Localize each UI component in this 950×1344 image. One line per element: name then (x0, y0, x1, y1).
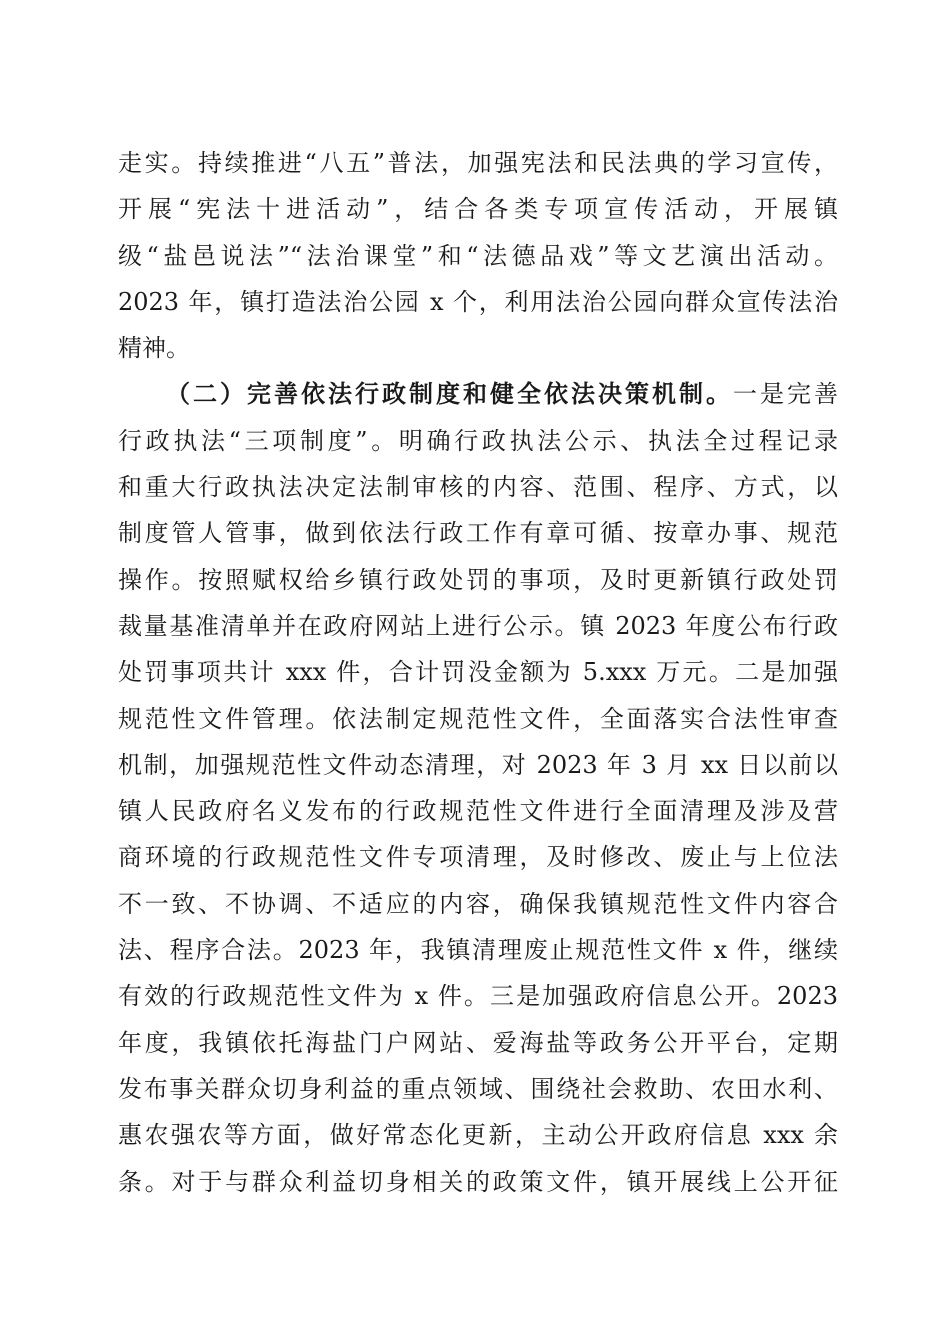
text-line: 年度，我镇依托海盐门户网站、爱海盐等政务公开平台，定期 (118, 1028, 838, 1057)
text-line: 操作。按照赋权给乡镇行政处罚的事项，及时更新镇行政处罚 (118, 565, 838, 594)
text-line: 发布事关群众切身利益的重点领域、围绕社会救助、农田水利、 (118, 1074, 838, 1103)
text-line: 裁量基准清单并在政府网站上进行公示。镇 2023 年度公布行政 (118, 611, 838, 640)
text-line: 条。对于与群众利益切身相关的政策文件，镇开展线上公开征 (118, 1167, 838, 1196)
text-line: 制度管人管事，做到依法行政工作有章可循、按章办事、规范 (118, 519, 838, 548)
text-line: 处罚事项共计 xxx 件，合计罚没金额为 5.xxx 万元。二是加强 (118, 658, 838, 687)
text-line: 有效的行政规范性文件为 x 件。三是加强政府信息公开。2023 (118, 982, 838, 1011)
text-line: 开展“宪法十进活动”，结合各类专项宣传活动，开展镇 (118, 195, 838, 224)
text-line: 机制，加强规范性文件动态清理，对 2023 年 3 月 xx 日以前以 (118, 750, 838, 779)
text-line: 商环境的行政规范性文件专项清理，及时修改、废止与上位法 (118, 843, 838, 872)
text-line: 惠农强农等方面，做好常态化更新，主动公开政府信息 xxx 余 (118, 1121, 838, 1150)
text-line: 规范性文件管理。依法制定规范性文件，全面落实合法性审查 (118, 704, 838, 733)
body-text (118, 140, 838, 1205)
text-line: 走实。持续推进“八五”普法，加强宪法和民法典的学习宣传， (118, 149, 838, 177)
text-line: 行政执法“三项制度”。明确行政执法公示、执法全过程记录 (118, 426, 838, 455)
paragraph-first-line (118, 371, 838, 417)
text-line: 2023 年，镇打造法治公园 x 个，利用法治公园向群众宣传法治 (118, 287, 838, 316)
text-line: 法、程序合法。2023 年，我镇清理废止规范性文件 x 件，继续 (118, 936, 838, 965)
text-fragment: 一是完善 (733, 380, 838, 409)
text-line: 不一致、不协调、不适应的内容，确保我镇规范性文件内容合 (118, 889, 838, 918)
section-heading: （二）完善依法行政制度和健全依法决策机制。 (166, 379, 733, 409)
paragraph-legal-publicity (118, 140, 838, 371)
paragraph-administrative-system (118, 371, 838, 1204)
text-line: 级“盐邑说法”“法治课堂”和“法德品戏”等文艺演出活动。 (118, 241, 838, 270)
text-line: 精神。 (118, 334, 190, 363)
text-line: 和重大行政执法决定法制审核的内容、范围、程序、方式，以 (118, 473, 838, 502)
text-line: 镇人民政府名义发布的行政规范性文件进行全面清理及涉及营 (118, 797, 838, 826)
